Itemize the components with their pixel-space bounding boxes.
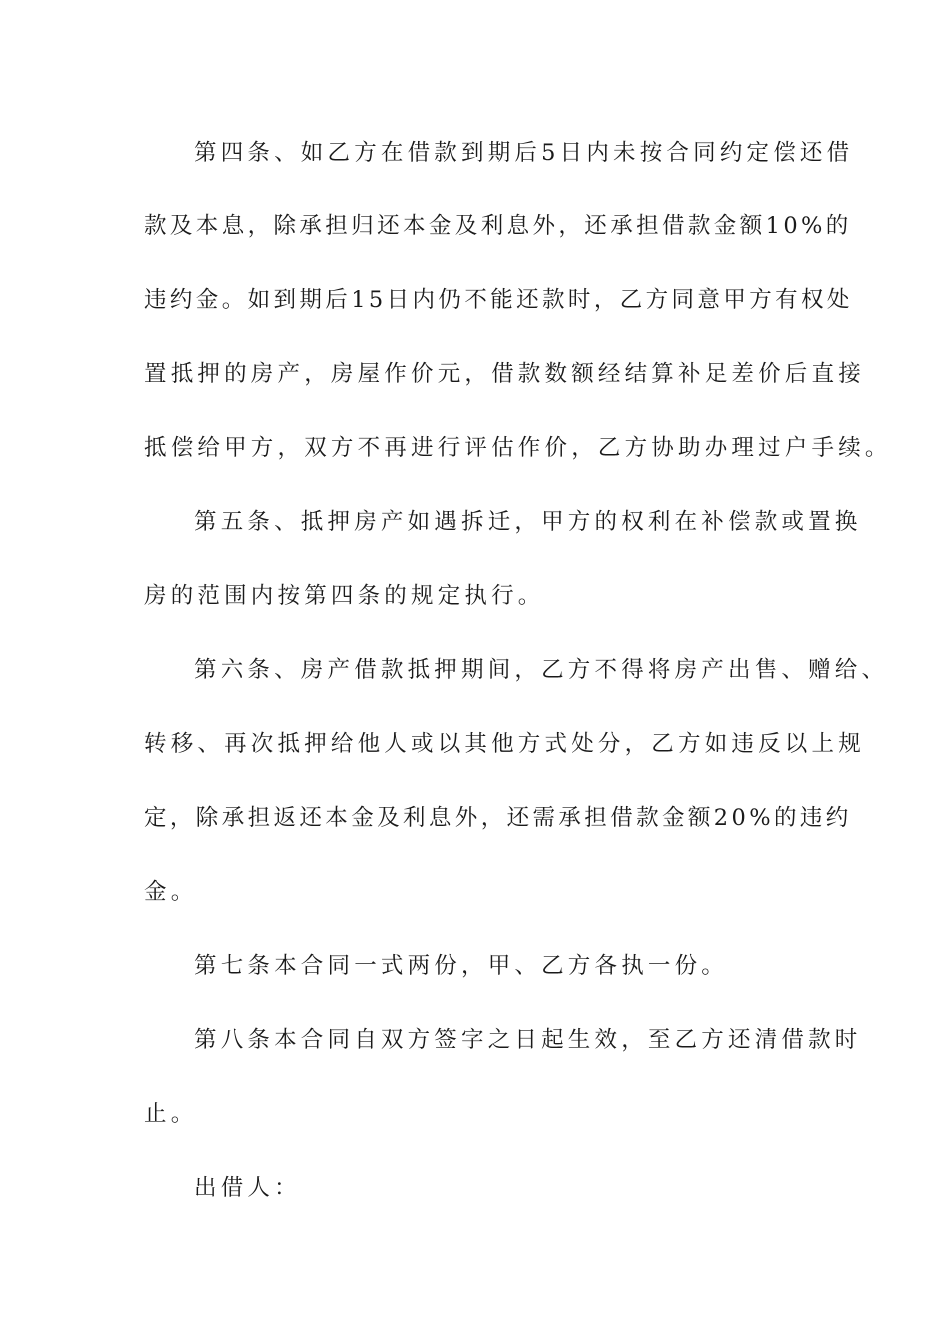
article-4-line-2: 款及本息，除承担归还本金及利息外，还承担借款金额10%的 xyxy=(144,213,852,239)
article-4-line-4: 置抵押的房产，房屋作价元，借款数额经结算补足差价后直接 xyxy=(144,361,865,387)
article-5-line-2: 房的范围内按第四条的规定执行。 xyxy=(144,583,545,609)
article-8-line-2: 止。 xyxy=(144,1101,198,1127)
article-6-line-4: 金。 xyxy=(144,879,198,905)
article-5-line-1: 第五条、抵押房产如遇拆迁，甲方的权利在补偿款或置换 xyxy=(194,509,862,535)
article-4-line-5: 抵偿给甲方，双方不再进行评估作价，乙方协助办理过户手续。 xyxy=(144,435,892,461)
article-6-line-3: 定，除承担返还本金及利息外，还需承担借款金额20%的违约 xyxy=(144,805,852,831)
article-4-line-3: 违约金。如到期后15日内仍不能还款时，乙方同意甲方有权处 xyxy=(144,287,853,313)
article-8-line-1: 第八条本合同自双方签字之日起生效，至乙方还清借款时 xyxy=(194,1027,862,1053)
lender-signature-label: 出借人： xyxy=(194,1175,301,1201)
article-4-line-1: 第四条、如乙方在借款到期后5日内未按合同约定偿还借 xyxy=(194,140,854,166)
article-6-line-1: 第六条、房产借款抵押期间，乙方不得将房产出售、赠给、 xyxy=(194,657,889,683)
article-7-line-1: 第七条本合同一式两份，甲、乙方各执一份。 xyxy=(194,953,729,979)
article-6-line-2: 转移、再次抵押给他人或以其他方式处分，乙方如违反以上规 xyxy=(144,731,865,757)
